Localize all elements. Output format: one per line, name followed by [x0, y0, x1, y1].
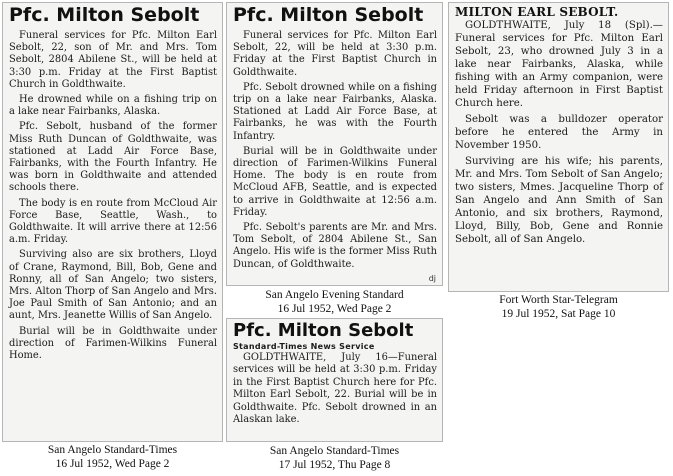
clipping-headline: Pfc. Milton Sebolt	[9, 4, 200, 26]
caption-date: 17 Jul 1952, Thu Page 8	[278, 459, 391, 471]
obituary-clipping-star-telegram	[448, 2, 669, 292]
clipping-paragraph: Pfc. Sebolt drowned while on a fishing trip on a lake near Fairbanks, Alaska. Stationed at Ladd Air Force Base, at Fairbanks, he was with the Fourth Infantry.	[233, 81, 437, 142]
clipping-paragraph: GOLDTHWAITE, July 16—Funeral services will be held at 3:30 p.m. Friday in the First Baptist Church here for Pfc. Milton Earl Sebolt, 22. Burial will be in Goldthwaite. Pfc. Sebolt drowned in an Alaskan lake.	[233, 351, 437, 425]
clipping-caption	[226, 444, 443, 472]
clipping-paragraph: Burial will be in Goldthwaite under direction of Farimen-Wilkins Funeral Home. The body is en route from McCloud AFB, Seattle, and is expected to arrive in Goldthwaite at 12:56 a.m. Friday.	[233, 145, 437, 218]
clipping-paragraph: Surviving also are six brothers, Lloyd of Crane, Raymond, Bill, Bob, Gene and Ronny, all of San Angelo; two sisters, Mrs. Alton Thorp of San Angelo and Mrs. Joe Paul Smith of San Antonio; and an aunt, Mrs. Jeanette Willis of San Angelo.	[9, 249, 217, 322]
typesetter-mark: dj	[428, 274, 436, 283]
news-service-line: Standard-Times News Service	[233, 341, 375, 351]
clipping-paragraph: Surviving are his wife; his parents, Mr. and Mrs. Tom Sebolt of San Angelo; two sisters, Mmes. Jacqueline Thorp of San Angelo and Ann Smith of San Antonio, and six brothers, Raymond, Lloyd, Billy, Bob, Gene and Ronnie Sebolt, all of San Angelo.	[455, 155, 663, 245]
clipping-caption	[448, 293, 669, 321]
caption-source: San Angelo Evening Standard	[265, 289, 404, 301]
caption-date: 19 Jul 1952, Sat Page 10	[501, 308, 616, 320]
caption-source: Fort Worth Star-Telegram	[499, 294, 618, 306]
clipping-paragraph: Burial will be in Goldthwaite under direction of Farimen-Wilkins Funeral Home.	[9, 325, 217, 362]
clipping-paragraph: He drowned while on a fishing trip on a lake near Fairbanks, Alaska.	[9, 93, 217, 118]
clipping-paragraph: The body is en route from McCloud Air Force Base, Seattle, Wash., to Goldthwaite. It will arrive there at 12:56 a.m. Friday.	[9, 197, 217, 246]
clipping-paragraph: GOLDTHWAITE, July 18 (Spl).—Funeral services for Pfc. Milton Earl Sebolt, 23, who drowned July 3 in a lake near Fairbanks, Alaska, while fishing with an Army companion, were held Friday afternoon in First Baptist Church here.	[455, 19, 663, 109]
clipping-paragraph: Sebolt was a bulldozer operator before he entered the Army in November 1950.	[455, 113, 663, 151]
obituary-clipping-evening-standard	[226, 2, 443, 286]
clipping-paragraph: Pfc. Sebolt's parents are Mr. and Mrs. Tom Sebolt, of 2804 Abilene St., San Angelo. His wife is the former Miss Ruth Duncan, of Goldthwaite.	[233, 221, 437, 270]
clipping-caption	[226, 288, 443, 316]
obituary-clipping-standard-times-16-jul	[2, 2, 223, 442]
caption-source: San Angelo Standard-Times	[47, 444, 178, 456]
clipping-caption	[2, 443, 223, 471]
caption-date: 16 Jul 1952, Wed Page 2	[55, 458, 170, 470]
clipping-headline: MILTON EARL SEBOLT.	[455, 5, 619, 19]
clipping-paragraph: Funeral services for Pfc. Milton Earl Sebolt, 22, son of Mr. and Mrs. Tom Sebolt, 2804 Abilene St., will be held at 3:30 p.m. Friday at the First Baptist Church in Goldthwaite.	[9, 29, 217, 90]
clipping-paragraph: Funeral services for Pfc. Milton Earl Sebolt, 22, will be held at 3:30 p.m. Friday at the First Baptist Church in Goldthwaite.	[233, 29, 437, 78]
caption-date: 16 Jul 1952, Wed Page 2	[277, 303, 392, 315]
clipping-headline: Pfc. Milton Sebolt	[233, 320, 414, 341]
obituary-clipping-standard-times-17-jul	[226, 318, 443, 442]
clipping-headline: Pfc. Milton Sebolt	[233, 4, 424, 26]
caption-source: San Angelo Standard-Times	[269, 445, 400, 457]
clipping-paragraph: Pfc. Sebolt, husband of the former Miss Ruth Duncan of Goldthwaite, was stationed at Ladd Air Force Base, Fairbanks, with the Fourth Infantry. He was born in Goldthwaite and attended schools there.	[9, 121, 217, 194]
